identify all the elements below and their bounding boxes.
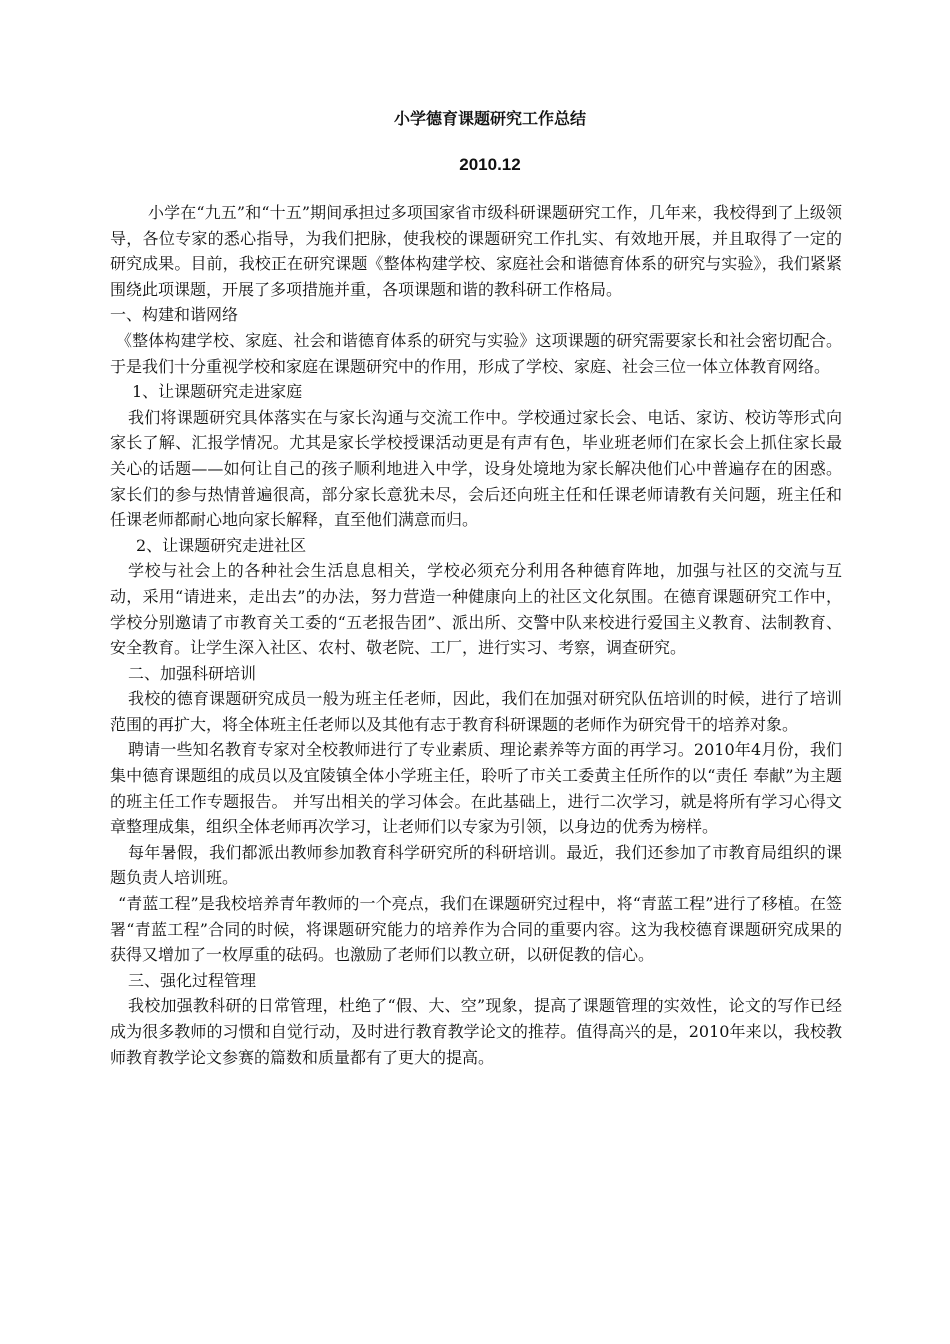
body-paragraph: 聘请一些知名教育专家对全校教师进行了专业素质、理论素养等方面的再学习。2010年4月份，我们集中德育课题组的成员以及宜陵镇全体小学班主任，聆听了市关工委黄主任所作的以“责任 奉献”为主题的班主任工作专题报告。 并写出相关的学习体会。在此基础上，进行二次学习，就是将所有学习心得文章整理成集，组织全体老师再次学习，让老师们以专家为引领，以身边的优秀为榜样。 [110,740,842,837]
body-paragraph: 我校加强教科研的日常管理，杜绝了“假、大、空”现象，提高了课题管理的实效性，论文的写作已经成为很多教师的习惯和自觉行动，及时进行教育教学论文的推荐。值得高兴的是，2010年来以，我校教师教育教学论文参赛的篇数和质量都有了更大的提高。 [110,996,842,1067]
body-paragraph: “青蓝工程”是我校培养青年教师的一个亮点，我们在课题研究过程中，将“青蓝工程”进行了移植。在签署“青蓝工程”合同的时候，将课题研究能力的培养作为合同的重要内容。这为我校德育课题研究成果的获得又增加了一枚厚重的砝码。也激励了老师们以教立研，以研促教的信心。 [110,894,842,965]
subsection-heading-2: 2、让课题研究走进社区 [136,535,307,555]
body-paragraph: 学校与社会上的各种社会生活息息相关，学校必须充分利用各种德育阵地，加强与社区的交流与互动，采用“请进来，走出去”的办法，努力营造一种健康向上的社区文化氛围。在德育课题研究工作中，学校分别邀请了市教育关工委的“五老报告团”、派出所、交警中队来校进行爱国主义教育、法制教育、安全教育。让学生深入社区、农村、敬老院、工厂，进行实习、考察，调查研究。 [110,561,842,658]
intro-paragraph: 小学在“九五”和“十五”期间承担过多项国家省市级科研课题研究工作，几年来，我校得到了上级领导，各位专家的悉心指导，为我们把脉，使我校的课题研究工作扎实、有效地开展，并且取得了一定的研究成果。目前，我校正在研究课题《整体构建学校、家庭社会和谐德育体系的研究与实验》，我们紧紧围绕此项课题，开展了多项措施并重，各项课题和谐的教科研工作格局。 [110,203,842,299]
section-heading-2: 二、加强科研培训 [128,663,257,683]
section-heading-1: 一、构建和谐网络 [110,305,239,325]
document-title: 小学德育课题研究工作总结 [393,109,586,128]
body-paragraph: 《整体构建学校、家庭、社会和谐德育体系的研究与实验》这项课题的研究需要家长和社会密切配合。于是我们十分重视学校和家庭在课题研究中的作用，形成了学校、家庭、社会三位一体立体教育网络。 [110,330,842,376]
body-paragraph: 我们将课题研究具体落实在与家长沟通与交流工作中。学校通过家长会、电话、家访、校访等形式向家长了解、汇报学情况。尤其是家长学校授课活动更是有声有色，毕业班老师们在家长会上抓住家长最关心的话题——如何让自己的孩子顺利地进入中学，设身处境地为家长解决他们心中普遍存在的困惑。家长们的参与热情普遍很高，部分家长意犹未尽，会后还向班主任和任课老师请教有关问题，班主任和任课老师都耐心地向家长解释，直至他们满意而归。 [110,407,842,530]
document-page [110,108,842,1070]
section-heading-3: 三、强化过程管理 [128,970,257,990]
subsection-heading-1: 1、让课题研究走进家庭 [132,382,303,402]
body-paragraph: 我校的德育课题研究成员一般为班主任老师，因此，我们在加强对研究队伍培训的时候，进行了培训范围的再扩大，将全体班主任老师以及其他有志于教育科研课题的老师作为研究骨干的培养对象。 [110,689,842,734]
body-paragraph: 每年暑假，我们都派出教师参加教育科学研究所的科研培训。最近，我们还参加了市教育局组织的课题负责人培训班。 [110,842,842,888]
document-date: 2010.12 [459,155,521,174]
